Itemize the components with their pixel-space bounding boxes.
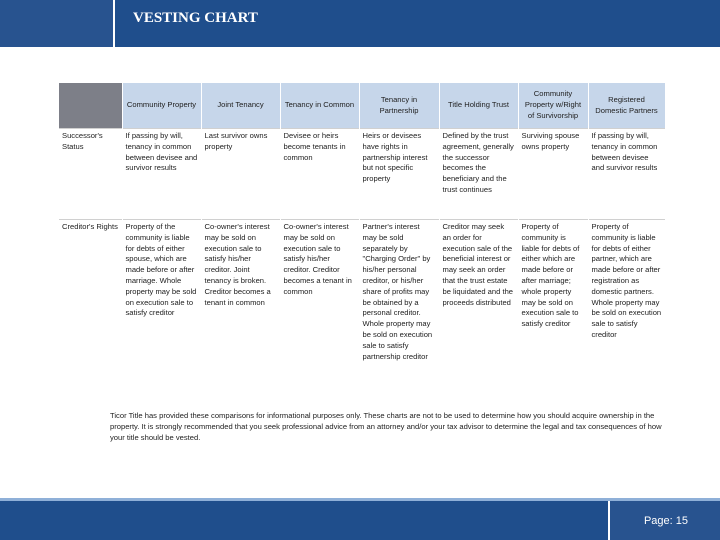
page-number: Page: 15 [608, 501, 720, 540]
column-header: Title Holding Trust [439, 83, 518, 129]
table-row [59, 220, 665, 407]
table-cell: Heirs or devisees have rights in partnership interest but not specific property [359, 129, 439, 220]
column-header: Tenancy in Partnership [359, 83, 439, 129]
table-cell: Partner's interest may be sold separately by "Charging Order" by his/her personal creditor, or his/her share of profits may be obtained by a personal creditor. Whole property may be sold on execution sale to satisfy partnership creditor [359, 220, 439, 407]
column-header: Joint Tenancy [201, 83, 280, 129]
table-cell: Co-owner's interest may be sold on execution sale to satisfy his/her creditor. Creditor becomes a tenant in common [280, 220, 359, 407]
table-cell: If passing by will, tenancy in common between devisee and survivor results [122, 129, 201, 220]
table-cell: Defined by the trust agreement, generally the successor becomes the beneficiary and the trust continues [439, 129, 518, 220]
table-cell: Property of community is liable for debts of either partner, which are made before or after registration as domestic partners. Whole property may be sold on execution sale to satisfy creditor [588, 220, 665, 407]
column-header: Tenancy in Common [280, 83, 359, 129]
column-header: Community Property [122, 83, 201, 129]
table-cell: Creditor may seek an order for execution sale of the beneficial interest or may seek an order that the trust estate be liquidated and the proceeds distributed [439, 220, 518, 407]
table-cell: Co-owner's interest may be sold on execution sale to satisfy his/her creditor. Joint tenancy is broken. Creditor becomes a tenant in common [201, 220, 280, 407]
vesting-chart-table [59, 83, 666, 406]
row-label: Successor's Status [59, 129, 122, 220]
row-label: Creditor's Rights [59, 220, 122, 407]
column-header: Registered Domestic Partners [588, 83, 665, 129]
table-cell: Last survivor owns property [201, 129, 280, 220]
table-cell: Property of community is liable for debts of either which are made before or after marriage; whole property may be sold on execution sale to satisfy creditor [518, 220, 588, 407]
table-cell: Property of the community is liable for debts of either spouse, which are made before or after marriage. Whole property may be sold on execution sale to satisfy creditor [122, 220, 201, 407]
table-cell: If passing by will, tenancy in common between devisee and survivor results [588, 129, 665, 220]
page-title: VESTING CHART [133, 10, 258, 26]
table-corner-cell [59, 83, 122, 129]
header-accent-block [0, 0, 115, 47]
table-row [59, 129, 665, 220]
column-header: Community Property w/Right of Survivorship [518, 83, 588, 129]
table-cell: Surviving spouse owns property [518, 129, 588, 220]
table-cell: Devisee or heirs become tenants in common [280, 129, 359, 220]
table-header-row [59, 83, 665, 129]
disclaimer-text: Ticor Title has provided these comparisons for informational purposes only. These charts are not to be used to determine how you should acquire ownership in the property. It is strongly recommended that you seek professional advice from an attorney and/or your tax advisor to determine the legal and tax consequences of how your title should be vested. [110, 411, 662, 442]
